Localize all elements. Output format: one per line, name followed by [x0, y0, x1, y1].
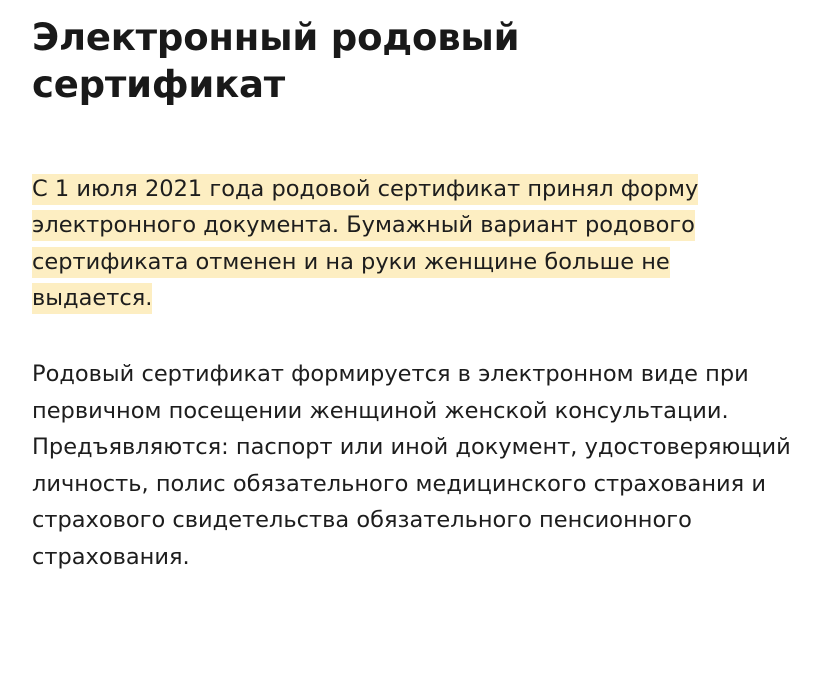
highlighted-text: С 1 июля 2021 года родовой сертификат принял форму электронного документа. Бумажный вариант родового сертификата отменен и на руки женщине больше не выдается.	[32, 174, 698, 314]
title-spacer	[32, 109, 792, 171]
paragraph-spacer	[32, 316, 792, 356]
highlighted-paragraph	[32, 171, 784, 317]
page-left-margin	[0, 0, 5, 678]
body-paragraph: Родовый сертификат формируется в электронном виде при первичном посещении женщиной женской консультации. Предъявляются: паспорт или иной документ, удостоверяющий личность, полис обязательного медицинского страхования и страхового свидетельства обязательного пенсионного страхования.	[32, 361, 791, 570]
page-title: Электронный родовый сертификат	[32, 16, 520, 107]
